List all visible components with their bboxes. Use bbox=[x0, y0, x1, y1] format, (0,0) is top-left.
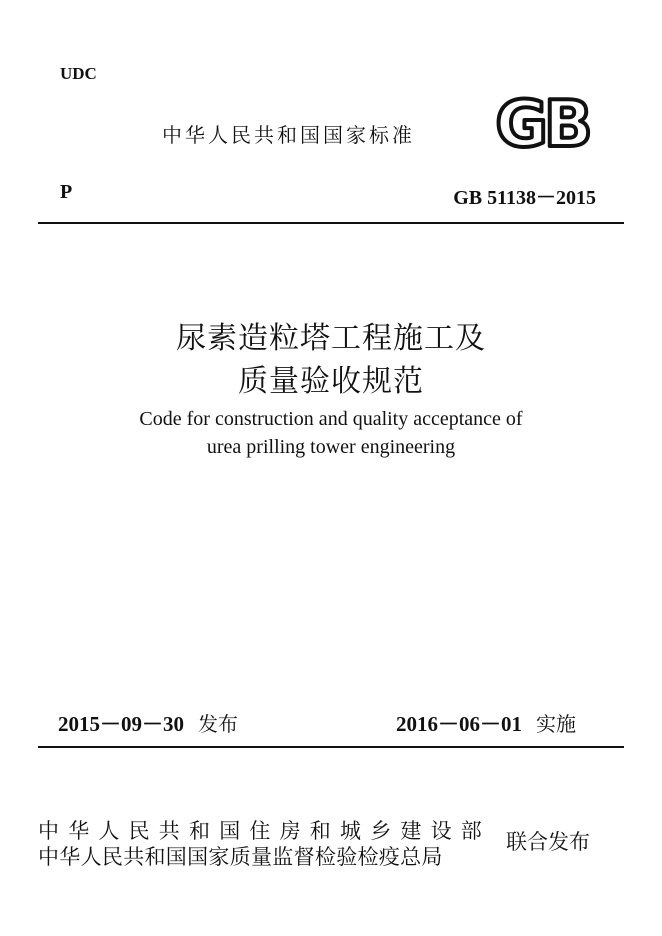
implement-date: 2016－06－01 bbox=[396, 712, 522, 736]
gb-logo bbox=[488, 92, 596, 154]
udc-label: UDC bbox=[60, 64, 97, 83]
issuer-line1: 中华人民共和国住房和城乡建设部 bbox=[38, 819, 491, 843]
title-zh-line2: 质量验收规范 bbox=[238, 364, 424, 399]
bottom-rule bbox=[38, 746, 624, 748]
national-standard-heading: 中华人民共和国国家标准 bbox=[162, 123, 415, 147]
joint-issue-label: 联合发布 bbox=[506, 830, 590, 854]
title-zh-line1: 尿素造粒塔工程施工及 bbox=[176, 321, 486, 356]
implement-date-block bbox=[396, 708, 576, 738]
publish-date-block bbox=[58, 708, 238, 738]
standard-number: GB 51138－2015 bbox=[453, 187, 596, 209]
publish-label: 发布 bbox=[198, 712, 238, 736]
gb-logo-text: GB bbox=[495, 92, 589, 154]
issuer-line2: 中华人民共和国国家质量监督检验检疫总局 bbox=[38, 845, 443, 869]
implement-label: 实施 bbox=[536, 712, 576, 736]
title-en-line2: urea prilling tower engineering bbox=[206, 436, 456, 458]
title-en-line1: Code for construction and quality acceptance of bbox=[139, 408, 523, 430]
publish-date: 2015－09－30 bbox=[58, 712, 184, 736]
top-rule bbox=[38, 222, 624, 224]
category-code: P bbox=[60, 181, 73, 203]
